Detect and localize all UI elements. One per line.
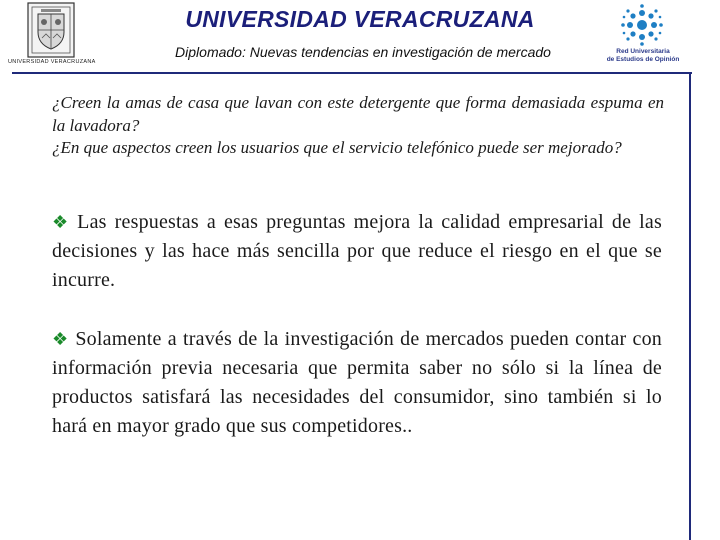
right-logo-caption — [598, 48, 688, 63]
question-1: ¿Creen la amas de casa que lavan con este detergente que forma demasiada espuma en la lavadora? — [52, 93, 664, 135]
left-logo-caption: UNIVERSIDAD VERACRUZANA — [8, 59, 96, 65]
page-subtitle: Diplomado: Nuevas tendencias en investigación de mercado — [175, 44, 551, 60]
bullet-text-2: Solamente a través de la investigación de mercados pueden contar con información previa necesaria que permita saber no sólo si la línea de productos satisfará las necesidades del consumidor, sino también si lo hará en mayor grado que sus competidores.. — [52, 328, 663, 437]
question-block — [52, 92, 664, 160]
right-logo-caption-line-2: de Estudios de Opinión — [606, 55, 680, 63]
red-universitaria-logo — [598, 4, 688, 72]
header-divider — [12, 72, 692, 74]
diamond-bullet-icon: ❖ — [52, 212, 72, 232]
dotted-sphere-icon — [598, 4, 688, 48]
question-2: ¿En que aspectos creen los usuarios que el servicio telefónico puede ser mejorado? — [52, 138, 622, 157]
right-border-line — [689, 72, 691, 540]
page-title: UNIVERSIDAD VERACRUZANA — [185, 6, 535, 32]
right-logo-caption-line-1: Red Universitaria — [616, 48, 670, 55]
bullet-paragraph-1 — [52, 208, 662, 295]
bullet-paragraph-2 — [52, 325, 662, 441]
diamond-bullet-icon: ❖ — [52, 329, 70, 349]
bullet-text-1: Las respuestas a esas preguntas mejora la calidad empresarial de las decisiones y las hace más sencilla por que reduce el riesgo en el que se incurre. — [52, 211, 662, 291]
